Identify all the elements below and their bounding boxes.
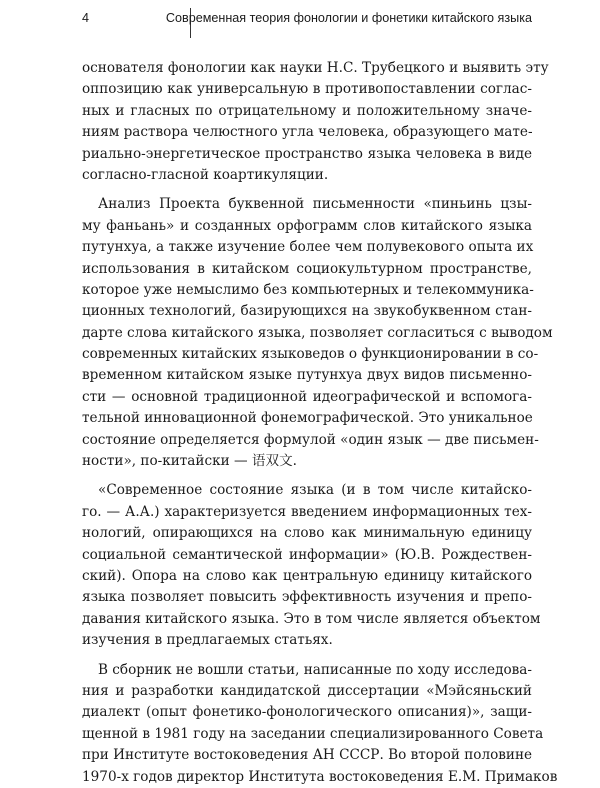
text-line: ниям раствора челюстного угла человека, образующего мате-: [82, 124, 533, 141]
paragraph: [82, 58, 549, 186]
paragraph: [82, 194, 553, 472]
text-line: согласно-гласной коартикуляции.: [82, 166, 329, 183]
text-line: 1970-х годов директор Института востоковедения Е.М. Примаков: [82, 768, 558, 785]
text-line: Анализ Проекта буквенной письменности «пиньинь цзы-: [98, 196, 532, 213]
paragraph-gap: [82, 472, 532, 480]
text-line: временном китайском языке путунхуа двух видов письменно-: [82, 367, 532, 384]
text-line: нологий, опирающихся на слово как минимальную единицу: [82, 525, 532, 542]
paragraph: [82, 480, 541, 651]
text-line: В сборник не вошли статьи, написанные по ходу исследова-: [98, 661, 532, 678]
text-line: сти — основной традиционной идеографической и вспомога-: [82, 388, 532, 405]
text-line: ных и гласных по отрицательному и положительному значе-: [82, 102, 532, 119]
text-line: «Современное состояние языка (и в том числе китайско-: [98, 482, 532, 499]
text-line: ционных технологий, базирующихся на звукобуквенном стан-: [82, 303, 532, 320]
text-line: му фаньань» и созданных орфограмм слов китайского языка: [82, 217, 532, 234]
paragraph-gap: [82, 186, 532, 194]
text-line: использования в китайском социокультурном пространстве,: [82, 260, 532, 277]
text-line: изучения в предлагаемых статьях.: [82, 632, 333, 649]
text-line: современных китайских языковедов о функционировании в со-: [82, 346, 539, 363]
text-line: состояние определяется формулой «один язык — две письмен-: [82, 431, 539, 448]
paragraph-gap: [82, 652, 532, 660]
text-line: дарте слова китайского языка, позволяет согласиться с выводом: [82, 324, 553, 341]
text-line: основателя фонологии как науки Н.С. Трубецкого и выявить эту: [82, 60, 549, 76]
text-line: го. — А.А.) характеризуется введением информационных тех-: [82, 503, 532, 520]
page-header: [82, 8, 532, 30]
text-line: давания китайского языка. Это в том числе является объектом: [82, 610, 541, 627]
text-line: оппозицию как универсальную в противопоставлении соглас-: [82, 81, 532, 98]
text-line: социальной семантической информации» (Ю.В. Рождествен-: [82, 546, 532, 563]
text-line: ния и разработки кандидатской диссертации «Мэйсяньский: [82, 682, 532, 699]
text-line: тельной инновационной фонемографической. Это уникальное: [82, 410, 533, 427]
text-line: которое уже немыслимо без компьютерных и телекоммуника-: [82, 281, 534, 298]
text-line: языка позволяет повысить эффективность изучения и препо-: [82, 589, 532, 606]
text-line: ности», по-китайски — 语双文.: [82, 453, 297, 470]
body-text: [82, 58, 558, 788]
text-line: при Институте востоковедения АН СССР. Во второй половине: [82, 747, 533, 764]
text-line: риально-энергетическое пространство языка человека в виде: [82, 145, 532, 162]
running-title: Современная теория фонологии и фонетики китайского языка: [165, 11, 532, 25]
text-line: диалект (опыт фонетико-фонологического описания)», защи-: [82, 704, 532, 721]
text-line: щенной в 1981 году на заседании специализированного Совета: [82, 725, 544, 742]
page-number: 4: [82, 11, 90, 25]
paragraph: [82, 660, 558, 788]
text-line: ский). Опора на слово как центральную единицу китайского: [82, 567, 532, 584]
text-line: путунхуа, а также изучение более чем полувекового опыта их: [82, 239, 534, 256]
